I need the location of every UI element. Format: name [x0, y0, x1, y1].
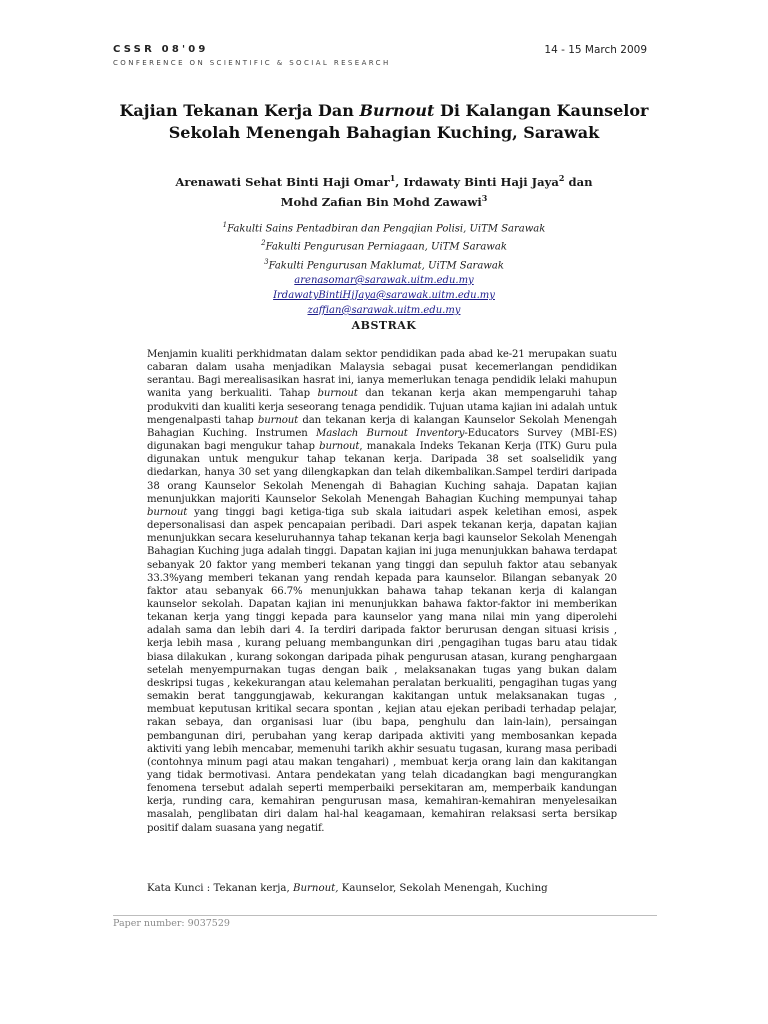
footer-divider: [113, 915, 657, 916]
title-part-1: Kajian Tekanan Kerja Dan: [119, 101, 360, 120]
paper-number: Paper number: 9037529: [113, 918, 230, 929]
author-3: Mohd Zafian Bin Mohd Zawawi: [280, 194, 482, 209]
title-part-2: Di Kalangan Kaunselor Sekolah Menengah Bahagian Kuching, Sarawak: [168, 101, 649, 142]
author-list: Arenawati Sehat Binti Haji Omar$^1$, Irdawaty Binti Haji Jaya$^2$ dan Mohd Zafian Bin Mohd Zawawi$^3$: [175, 173, 593, 209]
keywords-label: Kata Kunci :: [147, 883, 214, 894]
author-1: Arenawati Sehat Binti Haji Omar: [175, 174, 390, 189]
author-3-sup: 3: [481, 192, 488, 203]
author-conjunction: dan: [568, 174, 593, 189]
author-2: Irdawaty Binti Haji Jaya: [403, 174, 559, 189]
author-2-sup: 2: [558, 173, 565, 183]
conference-header: [113, 44, 391, 67]
affiliation-1: $^1$Fakulti Sains Pentadbiran dan Pengajian Polisi, UiTM Sarawak: [222, 221, 546, 235]
affiliation-3: $^3$Fakulti Pengurusan Maklumat, UiTM Sarawak: [264, 257, 504, 271]
email-link-3[interactable]: zaffian@sarawak.uitm.edu.my: [307, 304, 461, 316]
abstract-body: Menjamin kualiti perkhidmatan dalam sektor pendidikan pada abad ke-21 merupakan suatu cabaran dalam usaha menjadikan Malaysia sebagai pusat kecemerlangan pendidikan serantau. Bagi merealisasikan hasrat ini, ianya memerlukan tenaga pendidik lelaki mahupun wanita yang berkualiti. Tahap burnout dan tekanan kerja akan mempengaruhi tahap produkviti dan kualiti kerja seseorang tenaga pendidik. Tujuan utama kajian ini adalah untuk mengenalpasti tahap burnout dan tekanan kerja di kalangan Kaunselor Sekolah Menengah Bahagian Kuching. Instrumen Maslach Burnout Inventory-Educators Survey (MBI-ES) digunakan bagi mengukur tahap burnout, manakala Indeks Tekanan Kerja (ITK) Guru pula digunakan untuk mengukur tahap tekanan kerja. Daripada 38 set soalselidik yang diedarkan, hanya 30 set yang dilengkapkan dan telah dikembalikan.Sampel terdiri daripada 38 orang Kaunselor Sekolah Menengah di Bahagian Kuching sahaja. Dapatan kajian menunjukkan majoriti Kaunselor Sekolah Menengah Bahagian Kuching mempunyai tahap burnout yang tinggi bagi ketiga-tiga sub skala iaitudari aspek keletihan emosi, aspek depersonalisasi dan aspek pencapaian peribadi. Dari aspek tekanan kerja, dapatan kajian menunjukkan secara keseluruhannya tahap tekanan kerja bagi kaunselor Sekolah Menengah Bahagian Kuching juga adalah tinggi. Dapatan kajian ini juga menunjukkan bahawa terdapat sebanyak 20 faktor yang memberi tekanan yang tinggi dan sepuluh faktor atau sebanyak 33.3%yang memberi tekanan yang rendah kepada para kaunselor. Bilangan sebanyak 20 faktor atau sebanyak 66.7% menunjukkan bahawa tahap tekanan kerja di kalangan kaunselor sekolah. Dapatan kajian ini menunjukkan bahawa faktor-faktor ini memberikan tekanan kerja yang tinggi kepada para kaunselor yang mana nilai min yang diperolehi adalah sama dan lebih dari 4. Ia terdiri daripada faktor berurusan dengan situasi krisis , kerja lebih masa , kurang peluang membangunkan diri ,pengagihan tugas baru atau tidak biasa dilakukan , kurang sokongan daripada pihak pengurusan atasan, kurang penghargaan setelah menyempurnakan tugas dengan baik , melaksanakan tugas yang bukan dalam deskripsi tugas , kekekurangan atau kelemahan peralatan berkualiti, pengagihan tugas yang semakin berat tanggungjawab, kekurangan kakitangan untuk melaksanakan tugas , membuat keputusan kritikal secara spontan , kejian atau ejekan peribadi terhadap pelajar, rakan sebaya, dan organisasi luar (ibu bapa, penghulu dan lain-lain), persaingan pembangunan diri, perubahan yang kerap daripada aktiviti yang membosankan kepada aktiviti yang lebih mencabar, memenuhi tarikh akhir sesuatu tugasan, kurang masa peribadi (contohnya minum pagi atau makan tengahari) , membuat kerja orang lain dan kakitangan yang tidak bermotivasi. Antara pendekatan yang telah dicadangkan bagi mengurangkan fenomena tersebut adalah seperti memperbaiki persekitaran am, memperbaik kandungan kerja, runding cara, kemahiran pengurusan masa, kemahiran-kemahiran menyelesaikan masalah, penglibatan diri dalam hal-hal keagamaan, kemahiran relaksasi serta bersikap positif dalam suasana yang negatif.: [147, 349, 618, 834]
email-link-2[interactable]: IrdawatyBintiHjJaya@sarawak.uitm.edu.my: [273, 289, 495, 301]
email-link-1[interactable]: arenasomar@sarawak.uitm.edu.my: [294, 274, 474, 286]
conference-name: CONFERENCE ON SCIENTIFIC & SOCIAL RESEARCH: [113, 59, 391, 67]
abstract-heading: ABSTRAK: [351, 319, 417, 332]
paper-title: [100, 100, 668, 144]
keywords: Kata Kunci : Tekanan kerja, Burnout, Kaunselor, Sekolah Menengah, Kuching: [147, 883, 548, 894]
affiliation-2: $^2$Fakulti Pengurusan Perniagaan, UiTM Sarawak: [261, 239, 507, 253]
affiliations: [140, 218, 628, 318]
conference-date: 14 - 15 March 2009: [544, 44, 647, 56]
author-1-sup: 1: [389, 173, 396, 183]
title-italic: Burnout: [359, 101, 435, 120]
conference-code: CSSR 08'09: [113, 44, 209, 55]
